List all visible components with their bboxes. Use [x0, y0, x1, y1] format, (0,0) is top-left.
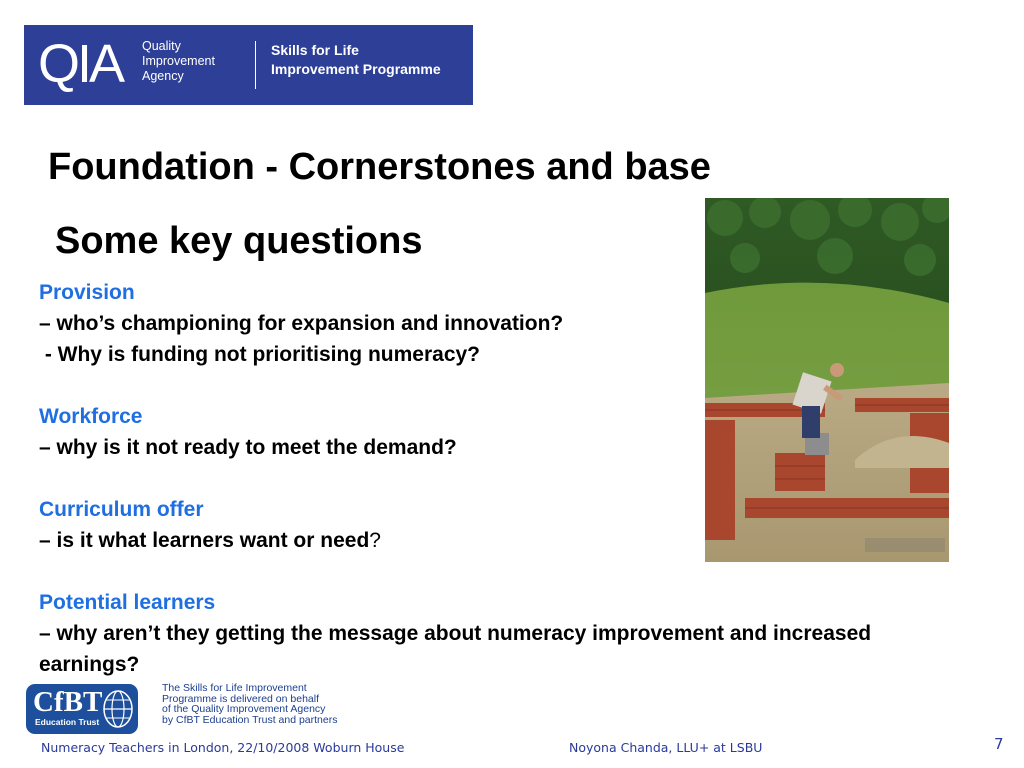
slide-title: Foundation - Cornerstones and base: [48, 146, 711, 188]
question-mark: ?: [369, 529, 381, 552]
question-potential-learners: [39, 587, 969, 680]
slide-subtitle: Some key questions: [55, 220, 423, 262]
footer-presenter: Noyona Chanda, LLU+ at LSBU: [569, 740, 763, 755]
question-line: – who’s championing for expansion and innovation?: [39, 312, 564, 335]
delivery-note: The Skills for Life Improvement Programme is delivered on behalf of the Quality Improvement Agency by CfBT Education Trust and partners: [162, 682, 338, 726]
question-heading: Curriculum offer: [39, 498, 204, 521]
qia-logo: QIA: [38, 34, 123, 94]
globe-icon: [101, 688, 135, 730]
cfbt-tagline: Education Trust: [35, 717, 100, 727]
question-heading: Potential learners: [39, 591, 216, 614]
page-number: 7: [994, 735, 1004, 753]
question-heading: Workforce: [39, 405, 143, 428]
cfbt-logo: [26, 684, 138, 734]
banner-divider: [255, 41, 256, 89]
question-heading: Provision: [39, 281, 135, 304]
question-line: – why is it not ready to meet the demand?: [39, 436, 457, 459]
photo-icon: [705, 198, 949, 562]
footer-event: Numeracy Teachers in London, 22/10/2008 Woburn House: [41, 740, 405, 755]
cfbt-name: CfBT: [33, 686, 103, 718]
programme-name: Skills for Life Improvement Programme: [271, 42, 441, 77]
qia-banner: [24, 25, 473, 105]
question-text: – is it what learners want or need: [39, 529, 370, 552]
agency-name: Quality Improvement Agency: [142, 39, 215, 83]
question-line: - Why is funding not prioritising numeracy?: [39, 343, 480, 366]
foundation-photo: [705, 198, 949, 562]
question-line: – why aren’t they getting the message about numeracy improvement and increased earnings?: [39, 622, 872, 676]
